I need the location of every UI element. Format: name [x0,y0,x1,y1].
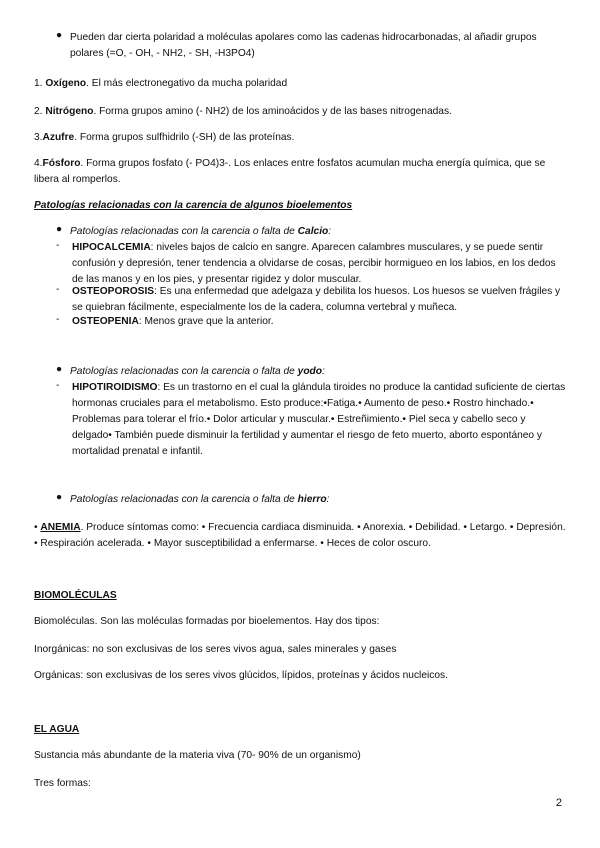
pathology-section-title: Patologías relacionadas con la carencia de algunos bioelementos [34,200,353,211]
bullet-dot: ● [56,224,63,235]
calcio-item-osteopenia: - OSTEOPENIA: Menos grave que la anterior. [56,314,274,327]
calcio-item-hipocalcemia: - HIPOCALCEMIA: niveles bajos de calcio en sangre. Aparecen calambres musculares, y se puede sentir confusión y depresión, tener tendencia a olvidarse de cosas, percibir hormigueo en los labios, en los dedos de las manos y en los pies, y presentar rigidez y dolor muscular. [56,240,556,285]
element-item-oxigeno: 1. Oxígeno. El más electronegativo da mucha polaridad [34,78,288,89]
biomoleculas-line: Orgánicas: son exclusivas de los seres vivos glúcidos, lípidos, proteínas y ácidos nucleicos. [34,670,448,681]
agua-heading: EL AGUA [34,724,80,735]
calcio-bullet: ● Patologías relacionadas con la carencia o falta de Calcio: [56,224,566,240]
bullet-dot: ● [56,30,63,41]
element-item-nitrogeno: 2. Nitrógeno. Forma grupos amino (- NH2) de los aminoácidos y de las bases nitrogenadas. [34,106,452,117]
biomoleculas-line: Biomoléculas. Son las moléculas formadas por bioelementos. Hay dos tipos: [34,616,380,627]
intro-bullet [56,30,566,62]
calcio-item-osteoporosis: - OSTEOPOROSIS: Es una enfermedad que adelgaza y debilita los huesos. Los huesos se vuelven frágiles y se quiebran fácilmente, especialmente los de la cadera, columna vertebral y muñeca. [56,284,561,313]
page-number: 2 [555,797,562,809]
agua-line: Tres formas: [34,778,91,789]
bullet-dot: ● [56,492,63,503]
biomoleculas-heading: BIOMOLÉCULAS [34,590,117,601]
yodo-bullet: ● Patologías relacionadas con la carencia o falta de yodo: [56,364,566,380]
yodo-item-hipotiroidismo: - HIPOTIROIDISMO: Es un trastorno en el cual la glándula tiroides no produce la cantidad suficiente de ciertas hormonas cruciales para el metabolismo. Esto produce:•Fatiga.• Aumento de peso.• Rostro hinchado.• Problemas para tolerar el frío.• Dolor articular y muscular.• Estreñimiento.• Piel seca y cabello seco y delgado• También puede disminuir la fertilidad y aumentar el riesgo de feto muerto, aborto espontáneo y mortalidad prenatal e infantil. [56,380,566,457]
hierro-bullet: ● Patologías relacionadas con la carencia o falta de hierro: [56,492,566,508]
element-item-azufre: 3.Azufre. Forma grupos sulfhidrilo (-SH) de las proteínas. [34,132,295,143]
agua-line: Sustancia más abundante de la materia viva (70- 90% de un organismo) [34,750,361,761]
biomoleculas-line: Inorgánicas: no son exclusivas de los seres vivos agua, sales minerales y gases [34,644,397,655]
bullet-dot: ● [56,364,63,375]
element-item-fosforo: 4.Fósforo. Forma grupos fosfato (- PO4)3-. Los enlaces entre fosfatos acumulan mucha energía química, que se libera al romperlos. [34,158,546,185]
anemia-paragraph: • ANEMIA. Produce síntomas como: • Frecuencia cardiaca disminuida. • Anorexia. • Debilidad. • Letargo. • Depresión. • Respiración acelerada. • Mayor susceptibilidad a enfermarse. • Heces de color oscuro. [34,522,566,549]
intro-bullet-text: Pueden dar cierta polaridad a moléculas apolares como las cadenas hidrocarbonadas, al añadir grupos polares (=O, - OH, - NH2, - SH, -H3PO4) [70,32,537,59]
